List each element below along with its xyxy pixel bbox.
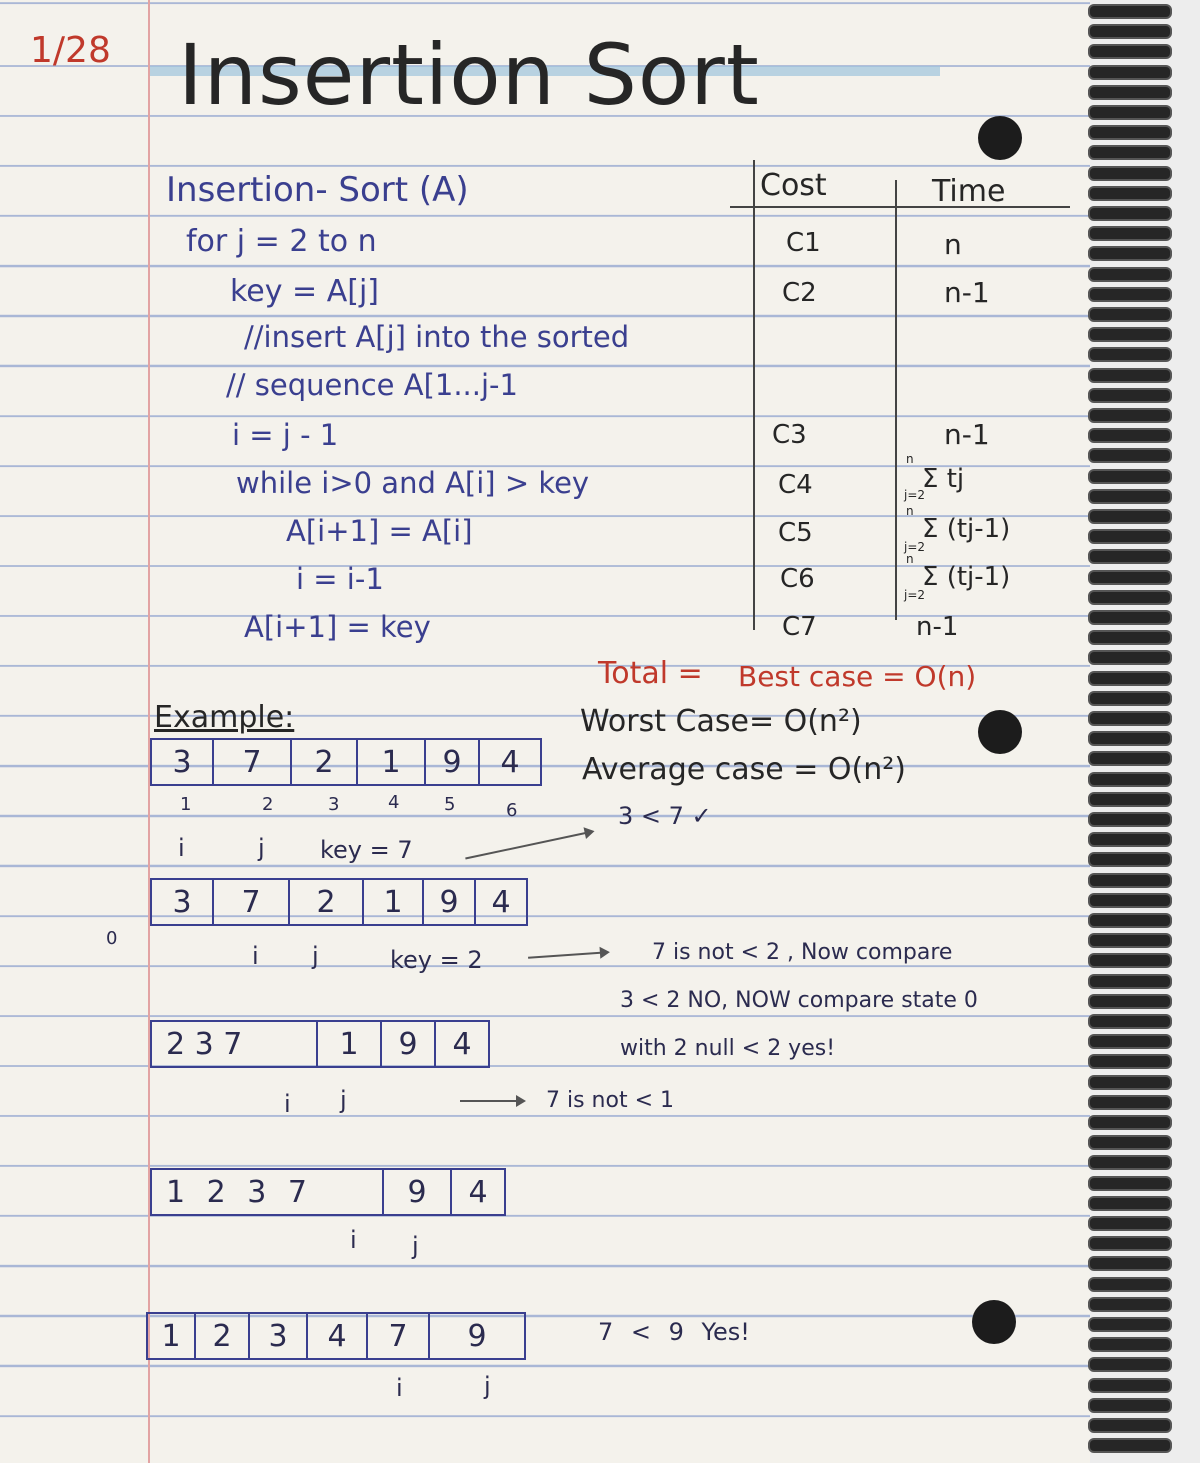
array-cell: 3	[152, 740, 214, 784]
array-cell: 4	[491, 884, 511, 920]
spiral-coil	[1088, 953, 1172, 968]
array-cell: 1	[358, 740, 426, 784]
array-step-1	[150, 738, 542, 786]
arrow-icon	[465, 831, 593, 860]
example-label: Example:	[154, 700, 295, 735]
cost-cell: C7	[782, 612, 817, 642]
spiral-coil	[1088, 590, 1172, 605]
array-index: 4	[388, 792, 400, 813]
array-step-3	[150, 1020, 490, 1068]
pointer-i: i	[350, 1226, 357, 1254]
spiral-coil	[1088, 792, 1172, 807]
spiral-coil	[1088, 691, 1172, 706]
array-index: 2	[262, 794, 274, 815]
spiral-coil	[1088, 1075, 1172, 1090]
table-divider	[895, 180, 897, 620]
array-step-2	[150, 878, 528, 926]
array-cell: 2	[290, 880, 364, 924]
pointer-j: j	[484, 1372, 491, 1400]
spiral-coil	[1088, 307, 1172, 322]
spiral-coil	[1088, 1317, 1172, 1332]
spiral-coil	[1088, 226, 1172, 241]
sum-lower: j=2	[904, 488, 926, 502]
spiral-coil	[1088, 671, 1172, 686]
spiral-coil	[1088, 812, 1172, 827]
sum-lower: j=2	[904, 540, 926, 554]
spiral-coil	[1088, 873, 1172, 888]
spiral-coil	[1088, 711, 1172, 726]
array-cell: 4	[308, 1314, 368, 1358]
array-cell: 7	[214, 880, 290, 924]
array-cell: 1 2 3 7	[152, 1170, 384, 1214]
cost-header: Cost	[760, 168, 827, 203]
array-cell: 9	[424, 880, 476, 924]
arrow-icon	[460, 1100, 524, 1102]
table-divider	[753, 160, 755, 630]
spiral-coil	[1088, 751, 1172, 766]
spiral-coil	[1088, 4, 1172, 19]
spiral-coil	[1088, 610, 1172, 625]
worst-case: Worst Case= O(n²)	[580, 704, 862, 739]
step-note: 3 < 2 NO, NOW compare state 0	[620, 988, 978, 1013]
spiral-coil	[1088, 994, 1172, 1009]
spiral-coil	[1088, 933, 1172, 948]
spiral-coil	[1088, 1256, 1172, 1271]
spiral-coil	[1088, 974, 1172, 989]
spiral-coil	[1088, 287, 1172, 302]
array-cell: 2 3 7	[152, 1022, 318, 1066]
spiral-coil	[1088, 206, 1172, 221]
spiral-coil	[1088, 388, 1172, 403]
spiral-coil	[1088, 1216, 1172, 1231]
spiral-coil	[1088, 570, 1172, 585]
average-case: Average case = O(n²)	[582, 752, 906, 787]
time-cell: n	[944, 228, 962, 261]
spiral-coil	[1088, 852, 1172, 867]
binder-hole	[978, 710, 1022, 754]
spiral-coil	[1088, 1095, 1172, 1110]
page-date: 1/28	[30, 30, 111, 71]
best-case: Best case = O(n)	[738, 660, 977, 693]
array-cell: 7	[214, 740, 292, 784]
code-comment: //insert A[j] into the sorted	[244, 320, 630, 354]
sum-upper: n	[906, 552, 914, 566]
state-zero-mark: 0	[106, 928, 118, 949]
code-line: while i>0 and A[i] > key	[236, 466, 590, 500]
sum-upper: n	[906, 504, 914, 518]
spiral-coil	[1088, 408, 1172, 423]
step-note: 7 is not < 1	[546, 1088, 675, 1113]
array-cell: 3	[250, 1314, 308, 1358]
spiral-coil	[1088, 1398, 1172, 1413]
array-cell: 1	[318, 1022, 382, 1066]
key-value: key = 7	[320, 836, 413, 864]
cost-cell: C6	[780, 564, 815, 594]
spiral-coil	[1088, 327, 1172, 342]
spiral-coil	[1088, 24, 1172, 39]
step-note: 7 is not < 2 , Now compare	[652, 940, 953, 965]
spiral-coil	[1088, 166, 1172, 181]
array-index: 3	[328, 794, 340, 815]
spiral-coil	[1088, 772, 1172, 787]
time-cell: n-1	[916, 612, 959, 642]
pointer-i: i	[178, 834, 185, 862]
time-header: Time	[932, 174, 1006, 209]
cost-cell: C5	[778, 518, 813, 548]
spiral-coil	[1088, 125, 1172, 140]
spiral-coil	[1088, 105, 1172, 120]
array-cell: 1	[148, 1314, 196, 1358]
pointer-i: i	[284, 1090, 291, 1118]
spiral-coil	[1088, 85, 1172, 100]
page-title: Insertion Sort	[178, 26, 760, 124]
array-cell: 4	[500, 744, 520, 780]
time-cell: n-1	[944, 418, 990, 451]
pointer-j: j	[340, 1086, 347, 1114]
spiral-coil	[1088, 630, 1172, 645]
spiral-coil	[1088, 448, 1172, 463]
spiral-coil	[1088, 1438, 1172, 1453]
binder-hole	[978, 116, 1022, 160]
pointer-j: j	[412, 1232, 419, 1260]
spiral-coil	[1088, 44, 1172, 59]
cost-cell: C2	[782, 278, 817, 308]
time-cell: Σ (tj-1)	[922, 562, 1011, 592]
spiral-coil	[1088, 1337, 1172, 1352]
spiral-coil	[1088, 1196, 1172, 1211]
spiral-coil	[1088, 368, 1172, 383]
array-step-4	[150, 1168, 506, 1216]
code-line: i = i-1	[296, 562, 384, 596]
spiral-coil	[1088, 529, 1172, 544]
array-step-5	[146, 1312, 526, 1360]
spiral-coil	[1088, 893, 1172, 908]
array-cell: 7	[368, 1314, 430, 1358]
spiral-coil	[1088, 1357, 1172, 1372]
spiral-coil	[1088, 145, 1172, 160]
spiral-coil	[1088, 1418, 1172, 1433]
spiral-coil	[1088, 1378, 1172, 1393]
array-cell: 3	[152, 880, 214, 924]
spiral-coil	[1088, 1014, 1172, 1029]
array-cell: 9	[467, 1318, 487, 1354]
spiral-coil	[1088, 1236, 1172, 1251]
cost-cell: C4	[778, 470, 813, 500]
array-index: 6	[506, 800, 518, 821]
spiral-coil	[1088, 1115, 1172, 1130]
array-cell: 1	[364, 880, 424, 924]
spiral-coil	[1088, 246, 1172, 261]
cost-cell: C1	[786, 228, 821, 258]
array-index: 5	[444, 794, 456, 815]
sum-upper: n	[906, 452, 914, 466]
array-cell: 9	[382, 1022, 436, 1066]
pointer-j: j	[258, 834, 265, 862]
algorithm-header: Insertion- Sort (A)	[166, 170, 469, 210]
code-comment: // sequence A[1...j-1	[226, 368, 518, 402]
code-line: A[i+1] = A[i]	[286, 514, 473, 548]
spiral-coil	[1088, 1054, 1172, 1069]
spiral-coil	[1088, 186, 1172, 201]
array-cell: 2	[196, 1314, 250, 1358]
array-index: 1	[180, 794, 192, 815]
step-note: 3 < 7 ✓	[618, 802, 712, 830]
cost-cell: C3	[772, 420, 807, 450]
step-note: with 2 null < 2 yes!	[620, 1036, 836, 1061]
pointer-i: i	[252, 942, 259, 970]
spiral-coil	[1088, 1277, 1172, 1292]
spiral-coil	[1088, 1135, 1172, 1150]
code-line: A[i+1] = key	[244, 610, 431, 644]
spiral-coil	[1088, 428, 1172, 443]
spiral-coil	[1088, 731, 1172, 746]
spiral-coil	[1088, 489, 1172, 504]
spiral-coil	[1088, 1176, 1172, 1191]
spiral-coil	[1088, 267, 1172, 282]
key-value: key = 2	[390, 946, 483, 974]
pointer-j: j	[312, 942, 319, 970]
binder-hole	[972, 1300, 1016, 1344]
step-note: 7 < 9 Yes!	[598, 1318, 750, 1346]
spiral-coil	[1088, 469, 1172, 484]
table-header-rule	[730, 206, 1070, 208]
array-cell: 9	[384, 1170, 452, 1214]
spiral-coil	[1088, 1297, 1172, 1312]
array-cell: 2	[292, 740, 358, 784]
spiral-coil	[1088, 65, 1172, 80]
total-label: Total =	[598, 656, 703, 691]
array-cell: 4	[452, 1026, 472, 1062]
sum-lower: j=2	[904, 588, 926, 602]
spiral-coil	[1088, 1034, 1172, 1049]
spiral-coil	[1088, 347, 1172, 362]
arrow-icon	[528, 951, 608, 959]
code-line: key = A[j]	[230, 274, 379, 309]
time-cell: Σ tj	[922, 464, 965, 494]
time-cell: n-1	[944, 276, 990, 309]
spiral-coil	[1088, 913, 1172, 928]
array-cell: 9	[426, 740, 480, 784]
spiral-coil	[1088, 650, 1172, 665]
code-line: i = j - 1	[232, 418, 339, 452]
pointer-i: i	[396, 1374, 403, 1402]
spiral-coil	[1088, 509, 1172, 524]
margin-line	[148, 0, 150, 1463]
spiral-coil	[1088, 832, 1172, 847]
time-cell: Σ (tj-1)	[922, 514, 1011, 544]
code-line: for j = 2 to n	[186, 224, 377, 259]
array-cell: 4	[468, 1174, 488, 1210]
spiral-coil	[1088, 549, 1172, 564]
spiral-coil	[1088, 1155, 1172, 1170]
